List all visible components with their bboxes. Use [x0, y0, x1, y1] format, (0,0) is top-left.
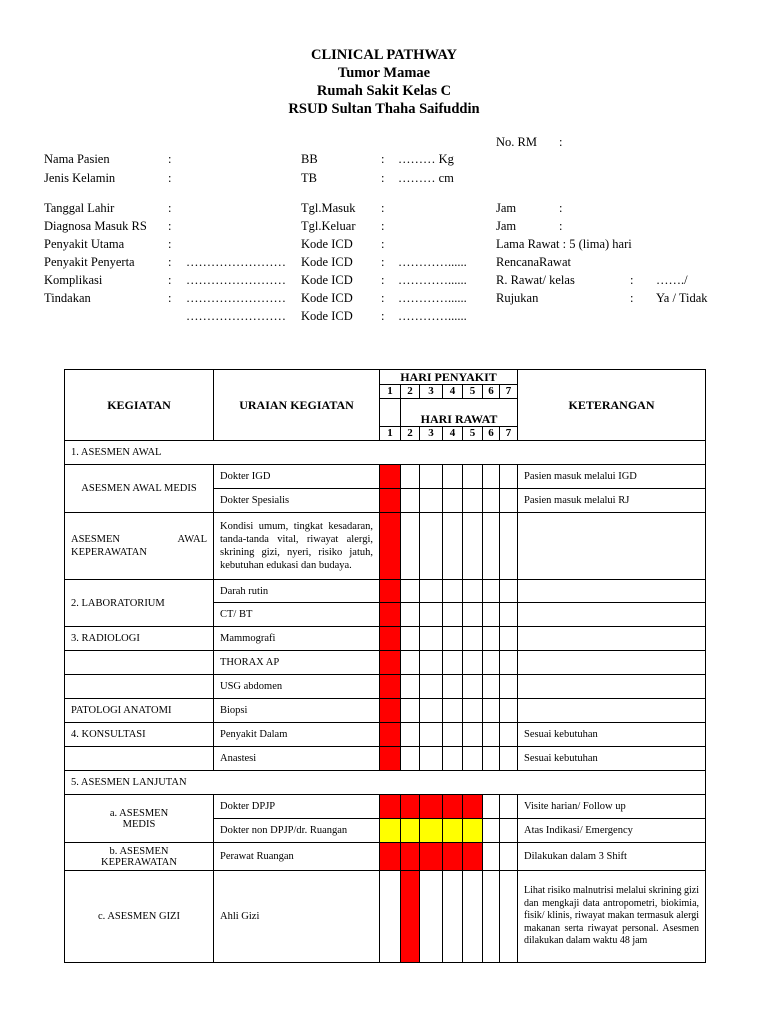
keterangan-sesuai: Sesuai kebutuhan: [518, 723, 706, 747]
colon: :: [559, 219, 563, 233]
bb-value: ……… Kg: [398, 152, 454, 166]
day-7: 7: [500, 385, 518, 399]
day-marker: [380, 795, 401, 819]
keterangan-gizi: Lihat risiko malnutrisi melalui skrining gizi dan mengkaji data antropometri, biokimia, fisik/ klinis, riwayat makan termasuk alergi makanan serta riwayat personal. Asesmen dilakukan dalam waktu 48 jam: [518, 871, 706, 963]
komplikasi-label: Komplikasi: [44, 273, 103, 287]
rujukan-value: Ya / Tidak: [656, 291, 708, 305]
colon: :: [381, 171, 385, 185]
jam-label: Jam: [496, 219, 517, 233]
day-marker: [401, 843, 420, 871]
colon: :: [381, 273, 385, 287]
day-marker: [420, 843, 443, 871]
day-1: 1: [380, 385, 401, 399]
col-uraian-header: URAIAN KEGIATAN: [214, 370, 380, 441]
uraian-biopsi: Biopsi: [214, 699, 380, 723]
section-asesmen-lanjutan: 5. ASESMEN LANJUTAN: [65, 771, 706, 795]
colon: :: [381, 255, 385, 269]
day-7: 7: [500, 427, 518, 441]
lama-rawat-label: Lama Rawat : 5 (lima) hari: [496, 237, 632, 251]
kode-icd-label: Kode ICD: [301, 255, 353, 269]
section-asesmen-awal: 1. ASESMEN AWAL: [65, 441, 706, 465]
keterangan-igd: Pasien masuk melalui IGD: [518, 465, 706, 489]
uraian-mammografi: Mammografi: [214, 627, 380, 651]
penyakit-utama-label: Penyakit Utama: [44, 237, 125, 251]
uraian-penyakit-dalam: Penyakit Dalam: [214, 723, 380, 747]
uraian-dokter-non-dpjp: Dokter non DPJP/dr. Ruangan: [214, 819, 380, 843]
rujukan-label: Rujukan: [496, 291, 539, 305]
kode-icd-label: Kode ICD: [301, 237, 353, 251]
icd-dots: …………......: [398, 255, 467, 269]
day-marker: [380, 747, 401, 771]
jam-label: Jam: [496, 201, 517, 215]
icd-dots: …………......: [398, 273, 467, 287]
colon: :: [168, 237, 172, 251]
penyakit-penyerta-label: Penyakit Penyerta: [44, 255, 135, 269]
uraian-anastesi: Anastesi: [214, 747, 380, 771]
day-marker: [420, 795, 443, 819]
day-marker: [380, 651, 401, 675]
colon: :: [381, 201, 385, 215]
icd-dots: …………......: [398, 291, 467, 305]
kode-icd-label: Kode ICD: [301, 309, 353, 323]
dotted-field: ……………………: [186, 291, 286, 305]
uraian-darah-rutin: Darah rutin: [214, 580, 380, 603]
rawat-kelas-label: R. Rawat/ kelas: [496, 273, 575, 287]
day-3: 3: [420, 427, 443, 441]
colon: :: [630, 291, 634, 305]
colon: :: [381, 219, 385, 233]
rawat-kelas-value: ……./: [656, 273, 688, 287]
kegiatan-asesmen-awal-medis: ASESMEN AWAL MEDIS: [65, 465, 214, 513]
section-konsultasi: 4. KONSULTASI: [65, 723, 214, 747]
kegiatan-asesmen-awal-keperawatan: ASESMEN AWAL KEPERAWATAN: [65, 513, 214, 580]
uraian-dokter-igd: Dokter IGD: [214, 465, 380, 489]
colon: :: [381, 152, 385, 166]
day-marker: [380, 489, 401, 513]
jenis-kelamin-label: Jenis Kelamin: [44, 171, 116, 185]
no-rm-label: No. RM: [496, 135, 537, 149]
section-radiologi: 3. RADIOLOGI: [65, 627, 214, 651]
diagnosa-label: Diagnosa Masuk RS: [44, 219, 147, 233]
page-title: CLINICAL PATHWAY: [311, 47, 457, 63]
day-marker: [380, 699, 401, 723]
day-5: 5: [463, 385, 483, 399]
rencana-rawat-label: RencanaRawat: [496, 255, 571, 269]
day-2: 2: [401, 385, 420, 399]
day-marker: [380, 819, 401, 843]
colon: :: [168, 219, 172, 233]
day-marker: [380, 465, 401, 489]
day-marker: [463, 843, 483, 871]
day-6: 6: [483, 427, 500, 441]
day-marker: [401, 871, 420, 963]
keterangan-sesuai: Sesuai kebutuhan: [518, 747, 706, 771]
day-marker: [380, 627, 401, 651]
colon: :: [630, 273, 634, 287]
day-marker: [380, 603, 401, 627]
day-marker: [463, 819, 483, 843]
colon: :: [381, 309, 385, 323]
tgl-masuk-label: Tgl.Masuk: [301, 201, 356, 215]
day-marker: [420, 819, 443, 843]
keterangan-rj: Pasien masuk melalui RJ: [518, 489, 706, 513]
keterangan-shift: Dilakukan dalam 3 Shift: [518, 843, 706, 871]
day-marker: [443, 819, 463, 843]
day-4: 4: [443, 427, 463, 441]
uraian-ahli-gizi: Ahli Gizi: [214, 871, 380, 963]
kode-icd-label: Kode ICD: [301, 291, 353, 305]
nama-pasien-label: Nama Pasien: [44, 152, 110, 166]
day-marker: [443, 795, 463, 819]
uraian-usg: USG abdomen: [214, 675, 380, 699]
hospital-name: RSUD Sultan Thaha Saifuddin: [288, 101, 480, 117]
day-1: 1: [380, 427, 401, 441]
day-marker: [380, 843, 401, 871]
day-marker: [380, 723, 401, 747]
day-marker: [401, 795, 420, 819]
uraian-kondisi: Kondisi umum, tingkat kesadaran, tanda-tanda vital, riwayat alergi, skrining gizi, nyeri, risiko jatuh, kebutuhan edukasi dan budaya.: [214, 513, 380, 580]
colon: :: [381, 237, 385, 251]
colon: :: [381, 291, 385, 305]
icd-dots: …………......: [398, 309, 467, 323]
hospital-class: Rumah Sakit Kelas C: [316, 83, 452, 99]
kegiatan-asesmen-medis: a. ASESMEN MEDIS: [65, 795, 214, 843]
tindakan-label: Tindakan: [44, 291, 91, 305]
day-2: 2: [401, 427, 420, 441]
col-kegiatan-header: KEGIATAN: [65, 370, 214, 441]
colon: :: [559, 201, 563, 215]
section-laboratorium: 2. LABORATORIUM: [65, 580, 214, 627]
day-marker: [380, 675, 401, 699]
colon: :: [168, 273, 172, 287]
keterangan-visite: Visite harian/ Follow up: [518, 795, 706, 819]
colon: :: [559, 135, 563, 149]
dotted-field: ……………………: [186, 309, 286, 323]
colon: :: [168, 152, 172, 166]
day-marker: [401, 819, 420, 843]
kode-icd-label: Kode ICD: [301, 273, 353, 287]
dotted-field: ……………………: [186, 255, 286, 269]
day-3: 3: [420, 385, 443, 399]
colon: :: [168, 171, 172, 185]
tb-label: TB: [301, 171, 317, 185]
colon: :: [168, 201, 172, 215]
kegiatan-asesmen-gizi: c. ASESMEN GIZI: [65, 871, 214, 963]
kegiatan-asesmen-keperawatan: b. ASESMEN KEPERAWATAN: [65, 843, 214, 871]
uraian-perawat-ruangan: Perawat Ruangan: [214, 843, 380, 871]
keterangan-atas-indikasi: Atas Indikasi/ Emergency: [518, 819, 706, 843]
day-marker: [380, 580, 401, 603]
colon: :: [168, 291, 172, 305]
day-marker: [463, 795, 483, 819]
tgl-keluar-label: Tgl.Keluar: [301, 219, 356, 233]
hari-penyakit-header: HARI PENYAKIT: [380, 370, 518, 385]
col-keterangan-header: KETERANGAN: [518, 370, 706, 441]
section-patologi-anatomi: PATOLOGI ANATOMI: [65, 699, 214, 723]
tanggal-lahir-label: Tanggal Lahir: [44, 201, 115, 215]
uraian-dokter-spesialis: Dokter Spesialis: [214, 489, 380, 513]
day-6: 6: [483, 385, 500, 399]
day-5: 5: [463, 427, 483, 441]
colon: :: [168, 255, 172, 269]
day-marker: [443, 843, 463, 871]
bb-label: BB: [301, 152, 318, 166]
uraian-thorax: THORAX AP: [214, 651, 380, 675]
day-marker: [380, 513, 401, 580]
dotted-field: ……………………: [186, 273, 286, 287]
clinical-pathway-table: [64, 369, 706, 963]
page-subtitle: Tumor Mamae: [337, 65, 431, 81]
cell: [380, 399, 401, 427]
day-4: 4: [443, 385, 463, 399]
hari-rawat-header: HARI RAWAT: [401, 399, 518, 427]
uraian-dokter-dpjp: Dokter DPJP: [214, 795, 380, 819]
uraian-ct-bt: CT/ BT: [214, 603, 380, 627]
tb-value: ……… cm: [398, 171, 454, 185]
